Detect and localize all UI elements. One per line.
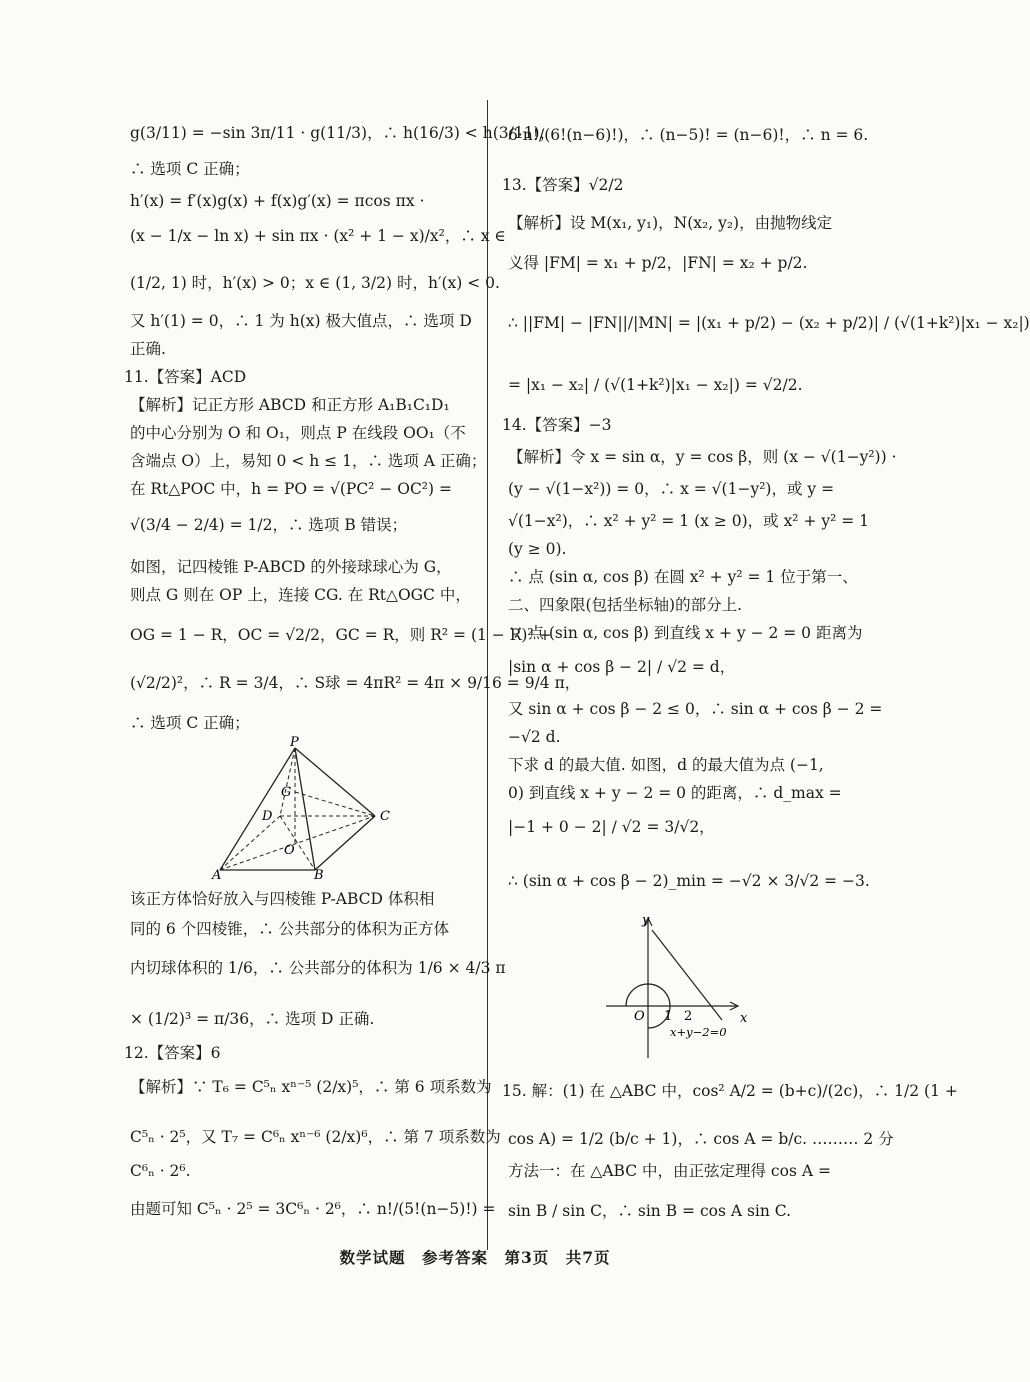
solution-15-heading: 15. 解：(1) 在 △ABC 中，cos² A/2 = (b+c)/(2c)，∴ 1/2 (1 + <box>502 1082 958 1100</box>
edge-PB <box>295 748 315 870</box>
text-line: (y − √(1−x²)) = 0，∴ x = √(1−y²)，或 y = <box>508 480 835 498</box>
text-line: ∴ (sin α + cos β − 2)_min = −√2 × 3/√2 = −3. <box>508 872 870 890</box>
label-A: A <box>212 868 222 883</box>
label-y: y <box>642 913 650 928</box>
page-footer: 数学试题 参考答案 第3页 共7页 <box>339 1248 611 1267</box>
text-line: ∴ 点 (sin α, cos β) 在圆 x² + y² = 1 位于第一、 <box>508 568 858 586</box>
answer-11-heading: 11.【答案】ACD <box>124 368 247 386</box>
text-line: −√2 d. <box>508 728 561 746</box>
text-line: 又 h′(1) = 0，∴ 1 为 h(x) 极大值点，∴ 选项 D <box>130 312 472 330</box>
text-line: ∴ 选项 C 正确； <box>130 160 250 178</box>
line-equation-label: x+y−2=0 <box>670 1025 727 1039</box>
text-line: 【解析】设 M(x₁, y₁)，N(x₂, y₂)，由抛物线定 <box>508 214 833 232</box>
answer-14-heading: 14.【答案】−3 <box>502 416 612 434</box>
segment-GC <box>295 792 375 816</box>
text-line: ∵ 点 (sin α, cos β) 到直线 x + y − 2 = 0 距离为 <box>508 624 863 642</box>
text-line: 该正方体恰好放入与四棱锥 P-ABCD 体积相 <box>130 890 435 908</box>
diag-AC <box>220 816 375 870</box>
edge-PC <box>295 748 375 816</box>
label-C: C <box>380 809 390 824</box>
edge-AD <box>220 816 280 870</box>
edge-PD <box>280 748 295 816</box>
text-line: 【解析】记正方形 ABCD 和正方形 A₁B₁C₁D₁ <box>130 396 450 414</box>
text-line: |−1 + 0 − 2| / √2 = 3/√2， <box>508 818 715 836</box>
text-line: 方法一：在 △ABC 中，由正弦定理得 cos A = <box>508 1162 831 1180</box>
text-line: 内切球体积的 1/6，∴ 公共部分的体积为 1/6 × 4/3 π <box>130 959 506 977</box>
text-line: C⁶ₙ · 2⁶. <box>130 1162 191 1180</box>
answer-12-heading: 12.【答案】6 <box>124 1044 221 1062</box>
text-line: g(3/11) = −sin 3π/11 · g(11/3)，∴ h(16/3) < h(3/11)， <box>130 124 556 142</box>
text-line: 义得 |FM| = x₁ + p/2，|FN| = x₂ + p/2. <box>508 254 808 272</box>
text-line: 正确. <box>130 340 166 358</box>
edge-BC <box>315 816 375 870</box>
text-line: 的中心分别为 O 和 O₁，则点 P 在线段 OO₁（不 <box>130 424 466 442</box>
text-line: = |x₁ − x₂| / (√(1+k²)|x₁ − x₂|) = √2/2. <box>508 376 803 394</box>
text-line: √(1−x²)，∴ x² + y² = 1 (x ≥ 0)，或 x² + y² = 1 <box>508 512 870 530</box>
text-line: (1/2, 1) 时，h′(x) > 0；x ∈ (1, 3/2) 时，h′(x) < 0. <box>130 274 500 292</box>
text-line: 【解析】令 x = sin α，y = cos β，则 (x − √(1−y²)) · <box>508 448 897 466</box>
text-line: cos A) = 1/2 (b/c + 1)，∴ cos A = b/c. ……… 2 分 <box>508 1130 894 1148</box>
text-line: 则点 G 则在 OP 上，连接 CG. 在 Rt△OGC 中， <box>130 586 471 604</box>
text-line: 【解析】∵ T₆ = C⁵ₙ xⁿ⁻⁵ (2/x)⁵，∴ 第 6 项系数为 <box>130 1078 492 1096</box>
text-line: 下求 d 的最大值. 如图，d 的最大值为点 (−1, <box>508 756 824 774</box>
label-D: D <box>262 809 273 824</box>
tick-2: 2 <box>684 1009 693 1024</box>
text-line: 0) 到直线 x + y − 2 = 0 的距离，∴ d_max = <box>508 784 842 802</box>
label-O: O <box>284 843 295 858</box>
label-G: G <box>281 785 292 800</box>
text-line: 含端点 O）上，易知 0 < h ≤ 1，∴ 选项 A 正确； <box>130 452 487 470</box>
text-line: sin B / sin C，∴ sin B = cos A sin C. <box>508 1202 792 1220</box>
text-line: 6·n!/(6!(n−6)!)，∴ (n−5)! = (n−6)!，∴ n = 6. <box>508 126 869 144</box>
text-line: 在 Rt△POC 中，h = PO = √(PC² − OC²) = <box>130 480 452 498</box>
text-line: ∴ ||FM| − |FN||/|MN| = |(x₁ + p/2) − (x₂ + p/2)| / (√(1+k²)|x₁ − x₂|) <box>508 314 1030 332</box>
text-line: 二、四象限(包括坐标轴)的部分上. <box>508 596 743 614</box>
text-line: 同的 6 个四棱锥，∴ 公共部分的体积为正方体 <box>130 920 450 938</box>
text-line: × (1/2)³ = π/36，∴ 选项 D 正确. <box>130 1010 375 1028</box>
label-B: B <box>314 868 324 883</box>
text-line: OG = 1 − R，OC = √2/2，GC = R，则 R² = (1 − R)² + <box>130 626 552 644</box>
text-line: 又 sin α + cos β − 2 ≤ 0，∴ sin α + cos β − 2 = <box>508 700 883 718</box>
circle-line-graph <box>598 912 758 1062</box>
text-line: 由题可知 C⁵ₙ · 2⁵ = 3C⁶ₙ · 2⁶，∴ n!/(5!(n−5)!) = <box>130 1200 496 1218</box>
text-line: |sin α + cos β − 2| / √2 = d， <box>508 658 736 676</box>
pyramid-figure <box>210 735 400 883</box>
label-origin: O <box>634 1009 645 1024</box>
text-line: (y ≥ 0). <box>508 540 567 558</box>
label-x: x <box>740 1011 748 1026</box>
text-line: h′(x) = f′(x)g(x) + f(x)g′(x) = πcos πx · <box>130 192 425 210</box>
tick-1: 1 <box>664 1009 673 1024</box>
text-line: ∴ 选项 C 正确； <box>130 714 250 732</box>
text-line: C⁵ₙ · 2⁵，又 T₇ = C⁶ₙ xⁿ⁻⁶ (2/x)⁶，∴ 第 7 项系数为 <box>130 1128 501 1146</box>
text-line: 如图，记四棱锥 P-ABCD 的外接球球心为 G， <box>130 558 452 576</box>
text-line: (x − 1/x − ln x) + sin πx · (x² + 1 − x)/x²，∴ x ∈ <box>130 227 506 245</box>
text-line: √(3/4 − 2/4) = 1/2，∴ 选项 B 错误； <box>130 516 408 534</box>
label-P: P <box>290 735 299 750</box>
text-line: (√2/2)²，∴ R = 3/4，∴ S球 = 4πR² = 4π × 9/16 = 9/4 π， <box>130 674 581 692</box>
answer-13-heading: 13.【答案】√2/2 <box>502 176 624 194</box>
